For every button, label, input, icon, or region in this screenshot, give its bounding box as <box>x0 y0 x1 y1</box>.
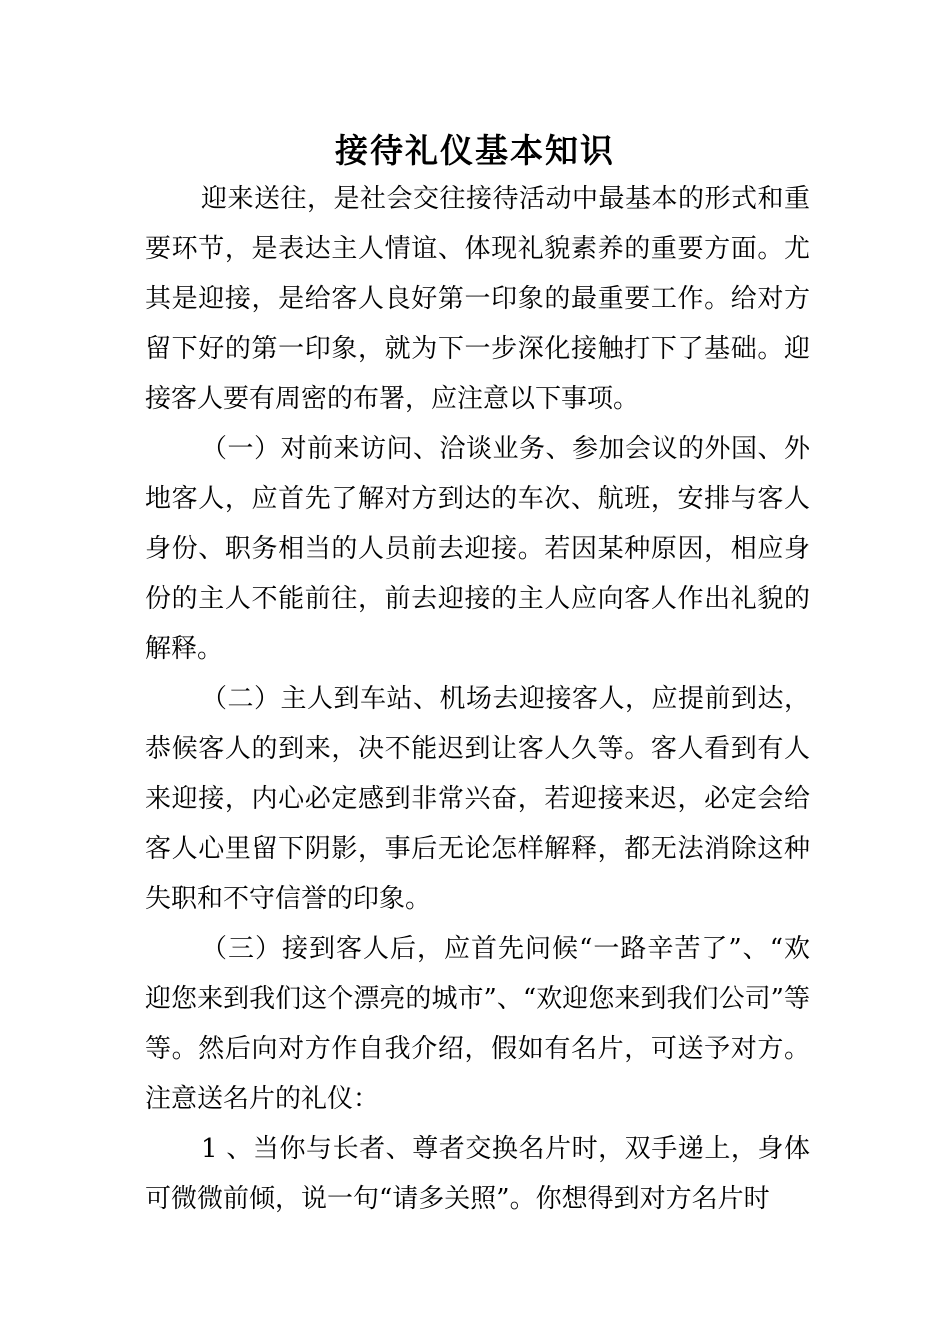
document-body <box>145 174 810 1224</box>
document-title: 接待礼仪基本知识 <box>335 131 615 170</box>
paragraph-item-1: （一）对前来访问、洽谈业务、参加会议的外国、外地客人，应首先了解对方到达的车次、航班，安排与客人身份、职务相当的人员前去迎接。若因某种原因，相应身份的主人不能前往，前去迎接的主人应向客人作出礼貌的解释。 <box>145 434 810 664</box>
paragraph-item-3: （三）接到客人后，应首先问候“一路辛苦了”、“欢迎您来到我们这个漂亮的城市”、“欢迎您来到我们公司”等等。然后向对方作自我介绍，假如有名片，可送予对方。注意送名片的礼仪： <box>145 934 810 1114</box>
paragraph-intro: 迎来送往，是社会交往接待活动中最基本的形式和重要环节，是表达主人情谊、体现礼貌素养的重要方面。尤其是迎接，是给客人良好第一印象的最重要工作。给对方留下好的第一印象，就为下一步深化接触打下了基础。迎接客人要有周密的布署，应注意以下事项。 <box>145 184 810 414</box>
paragraph-item-2: （二）主人到车站、机场去迎接客人，应提前到达，恭候客人的到来，决不能迟到让客人久等。客人看到有人来迎接，内心必定感到非常兴奋，若迎接来迟，必定会给客人心里留下阴影，事后无论怎样解释，都无法消除这种失职和不守信誉的印象。 <box>145 684 810 914</box>
paragraph-subitem-1: 1 、当你与长者、尊者交换名片时，双手递上，身体可微微前倾，说一句“请多关照”。你想得到对方名片时 <box>145 1134 810 1214</box>
